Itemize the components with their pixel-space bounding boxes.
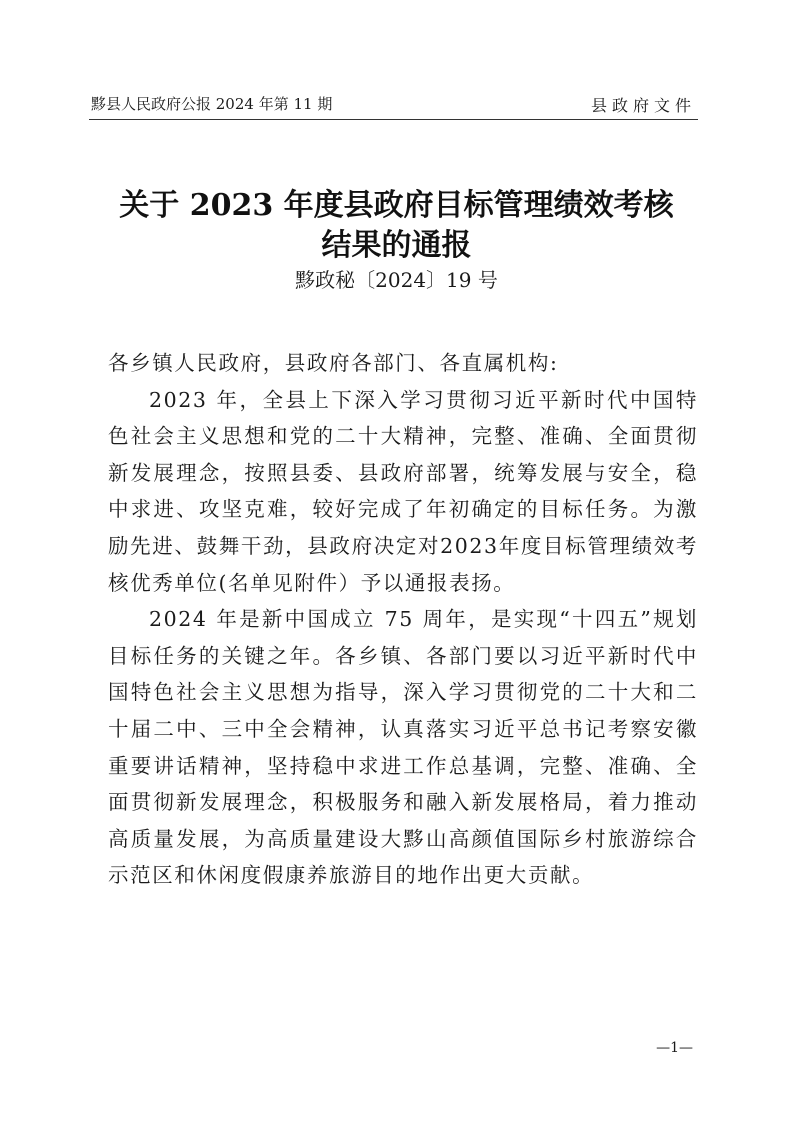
document-body — [108, 345, 698, 894]
gazette-issue-label: 黟县人民政府公报 2024 年第 11 期 — [91, 95, 333, 113]
title-line-2: 结果的通报 — [321, 228, 472, 263]
header-divider — [89, 119, 698, 120]
salutation: 各乡镇人民政府，县政府各部门、各直属机构: — [108, 351, 559, 375]
page-number: —1— — [656, 1040, 693, 1056]
page-header — [91, 93, 696, 117]
paragraph-1: 2023 年，全县上下深入学习贯彻习近平新时代中国特色社会主义思想和党的二十大精神，完整、准确、全面贯彻新发展理念，按照县委、县政府部署，统筹发展与安全，稳中求进、攻坚克难，较好完成了年初确定的目标任务。为激励先进、鼓舞干劲，县政府决定对2023年度目标管理绩效考核优秀单位(名单见附件）予以通报表扬。 — [108, 387, 698, 595]
document-category-label: 县政府文件 — [590, 96, 696, 115]
title-line-1: 关于 2023 年度县政府目标管理绩效考核 — [119, 188, 674, 223]
document-title — [80, 186, 713, 266]
document-number: 黟政秘〔2024〕19 号 — [295, 268, 498, 292]
paragraph-2: 2024 年是新中国成立 75 周年，是实现“十四五”规划目标任务的关键之年。各乡镇、各部门要以习近平新时代中国特色社会主义思想为指导，深入学习贯彻党的二十大和二十届二中、三中全会精神，认真落实习近平总书记考察安徽重要讲话精神，坚持稳中求进工作总基调，完整、准确、全面贯彻新发展理念，积极服务和融入新发展格局，着力推动高质量发展，为高质量建设大黟山高颜值国际乡村旅游综合示范区和休闲度假康养旅游目的地作出更大贡献。 — [108, 607, 698, 888]
